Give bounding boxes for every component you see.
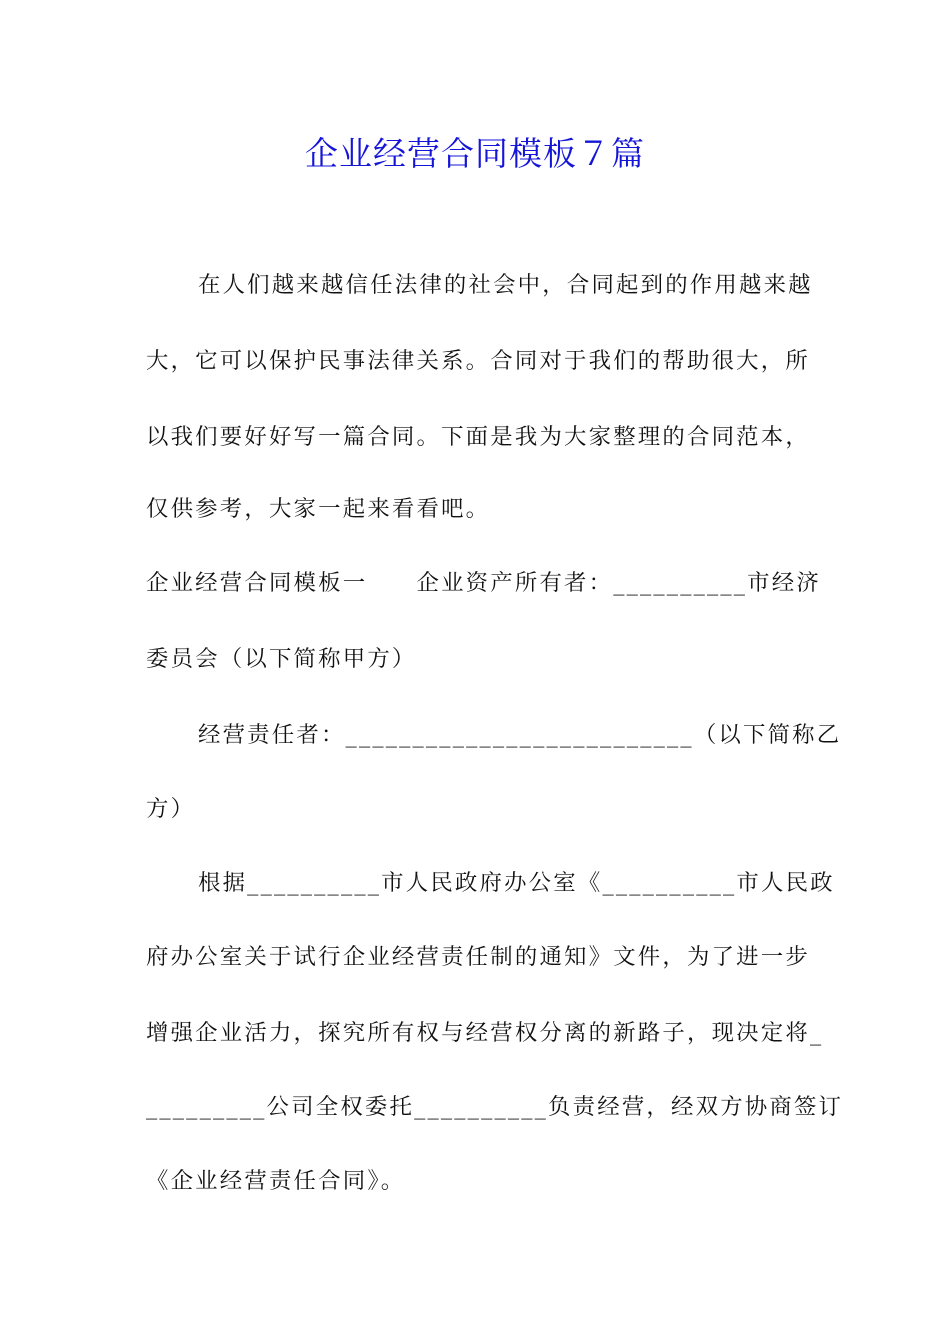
paragraph-line: 经营责任者：__________________________（以下简称乙 <box>198 722 842 748</box>
paragraph-line: 增强企业活力，探究所有权与经营权分离的新路子，现决定将_ <box>146 1020 824 1046</box>
paragraph-line: _________公司全权委托__________负责经营，经双方协商签订 <box>146 1094 844 1120</box>
section-heading-line: 企业经营合同模板一 企业资产所有者：__________市经济 <box>146 570 821 596</box>
paragraph-line: 委员会（以下简称甲方） <box>146 646 417 672</box>
paragraph-line: 根据__________市人民政府办公室《__________市人民政 <box>198 870 835 896</box>
paragraph-line: 方） <box>146 796 196 822</box>
paragraph-line: 《企业经营责任合同》。 <box>146 1168 406 1194</box>
document-title: 企业经营合同模板７篇 <box>305 134 645 173</box>
paragraph-line: 大，它可以保护民事法律关系。合同对于我们的帮助很大，所 <box>146 348 810 374</box>
paragraph-line: 以我们要好好写一篇合同。下面是我为大家整理的合同范本， <box>146 424 810 450</box>
paragraph-line: 府办公室关于试行企业经营责任制的通知》文件，为了进一步 <box>146 944 810 970</box>
paragraph-line: 在人们越来越信任法律的社会中，合同起到的作用越来越 <box>198 272 813 298</box>
paragraph-line: 仅供参考，大家一起来看看吧。 <box>146 496 491 522</box>
